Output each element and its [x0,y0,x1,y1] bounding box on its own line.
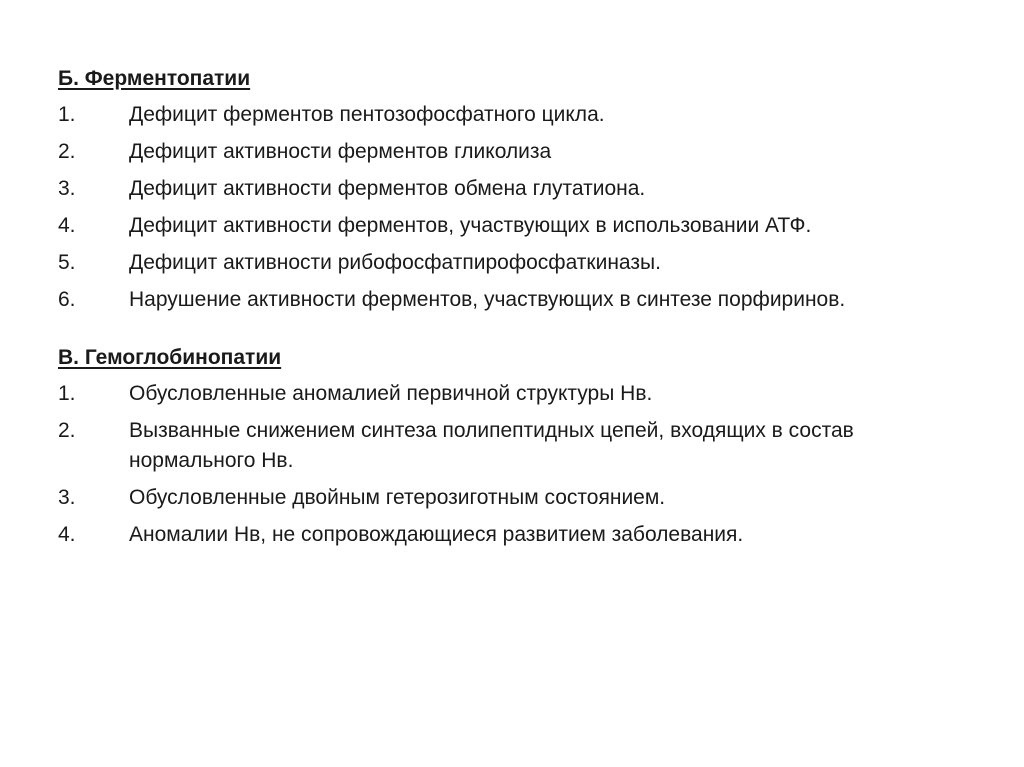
item-number: 2. [58,419,76,442]
list-item [58,416,988,476]
section-title: Б. Ферментопатии [58,67,251,90]
item-text: Аномалии Нв, не сопровождающиеся развитием заболевания. [129,523,744,546]
list-item [58,211,988,241]
item-text: Вызванные снижением синтеза полипептидных цепей, входящих в состав нормального Нв. [129,419,854,472]
enzymopathies-list [58,100,988,315]
list-item [58,520,988,550]
list-item [58,100,988,130]
list-item [58,174,988,204]
list-item [58,248,988,278]
item-number: 3. [58,177,76,200]
item-number: 3. [58,486,76,509]
item-text: Обусловленные двойным гетерозиготным состоянием. [129,486,666,509]
item-number: 2. [58,140,76,163]
item-text: Дефицит активности ферментов обмена глутатиона. [129,177,646,200]
list-item [58,483,988,513]
list-item [58,137,988,167]
item-number: 6. [58,288,76,311]
item-text: Дефицит активности ферментов, участвующих в использовании АТФ. [129,214,812,237]
item-number: 1. [58,382,76,405]
item-number: 1. [58,103,76,126]
item-text: Нарушение активности ферментов, участвующих в синтезе порфиринов. [129,288,846,311]
item-text: Дефицит активности ферментов гликолиза [129,140,552,163]
list-item [58,379,988,409]
section-hemoglobinopathies [58,343,988,550]
hemoglobinopathies-list [58,379,988,550]
item-text: Дефицит ферментов пентозофосфатного цикла. [129,103,605,126]
list-item [58,285,988,315]
item-number: 4. [58,523,76,546]
section-title: В. Гемоглобинопатии [58,346,282,369]
item-text: Обусловленные аномалией первичной структуры Нв. [129,382,653,405]
item-number: 4. [58,214,76,237]
item-number: 5. [58,251,76,274]
item-text: Дефицит активности рибофосфатпирофосфаткиназы. [129,251,661,274]
section-enzymopathies [58,64,988,315]
slide-content [58,64,988,557]
